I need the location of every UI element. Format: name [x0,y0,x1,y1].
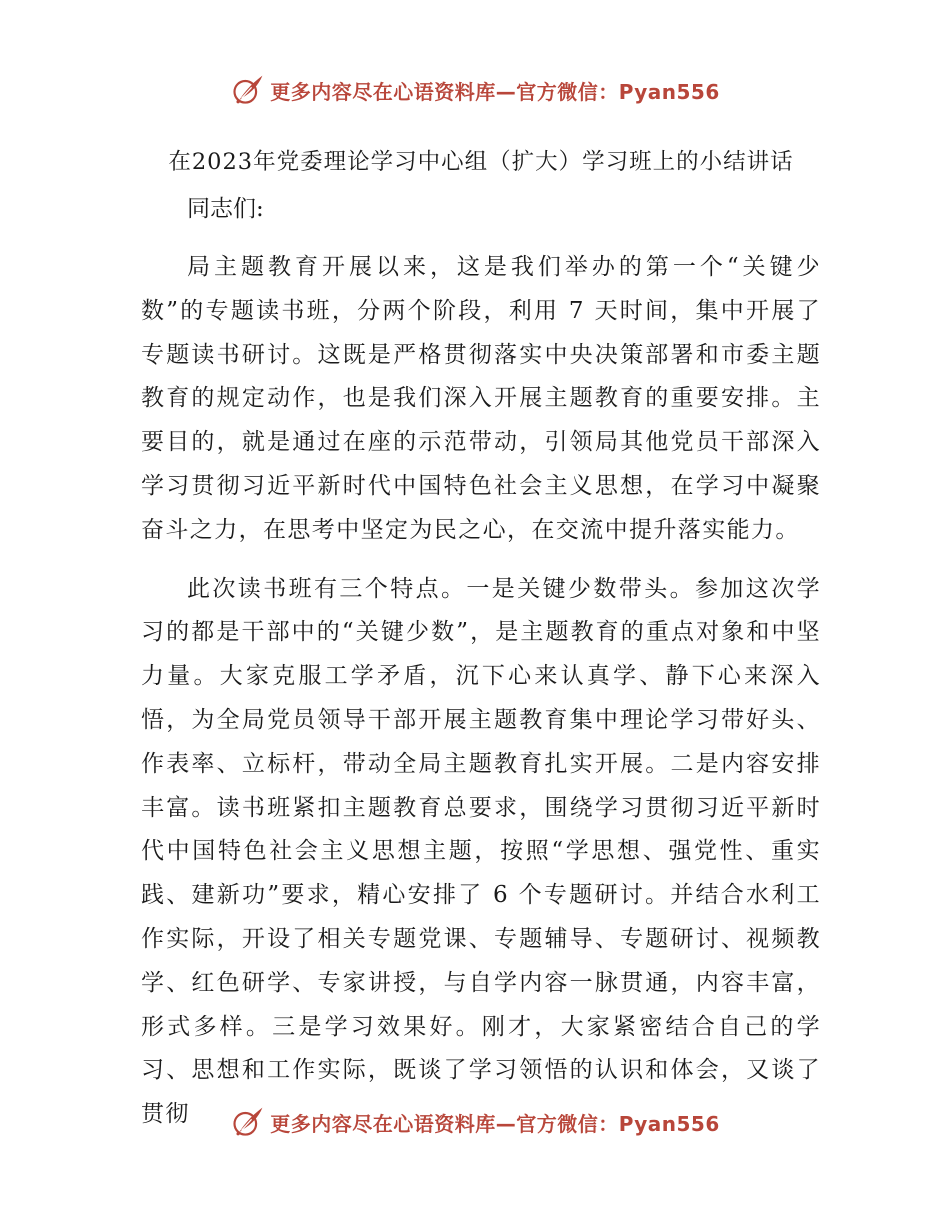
watermark-text: 更多内容尽在心语资料库—官方微信：Pyan556 [270,79,720,104]
paragraph-1: 局主题教育开展以来，这是我们举办的第一个“关键少数”的专题读书班，分两个阶段，利用 7 天时间，集中开展了专题读书研讨。这既是严格贯彻落实中央决策部署和市委主题教育的规定动作，也是我们深入开展主题教育的重要安排。主要目的，就是通过在座的示范带动，引领局其他党员干部深入学习贯彻习近平新时代中国特色社会主义思想，在学习中凝聚奋斗之力，在思考中坚定为民之心，在交流中提升落实能力。 [141,254,821,543]
footer-watermark [0,1100,950,1144]
feather-quill-logo-icon [230,72,266,108]
header-watermark [0,68,950,112]
document-body [141,140,821,1137]
paragraph-2: 此次读书班有三个特点。一是关键少数带头。参加这次学习的都是干部中的“关键少数”，是主题教育的重点对象和中坚力量。大家克服工学矛盾，沉下心来认真学、静下心来深入悟，为全局党员领导干部开展主题教育集中理论学习带好头、作表率、立标杆，带动全局主题教育扎实开展。二是内容安排丰富。读书班紧扣主题教育总要求，围绕学习贯彻习近平新时代中国特色社会主义思想主题，按照“学思想、强党性、重实践、建新功”要求，精心安排了 6 个专题研讨。并结合水利工作实际，开设了相关专题党课、专题辅导、专题研讨、视频教学、红色研学、专家讲授，与自学内容一脉贯通，内容丰富，形式多样。三是学习效果好。刚才，大家紧密结合自己的学习、思想和工作实际，既谈了学习领悟的认识和体会，又谈了贯彻 [141,575,821,1128]
watermark-text: 更多内容尽在心语资料库—官方微信：Pyan556 [270,1111,720,1136]
feather-quill-logo-icon [230,1104,266,1140]
greeting: 同志们: [187,196,264,222]
document-title: 在2023年党委理论学习中心组（扩大）学习班上的小结讲话 [168,149,794,175]
